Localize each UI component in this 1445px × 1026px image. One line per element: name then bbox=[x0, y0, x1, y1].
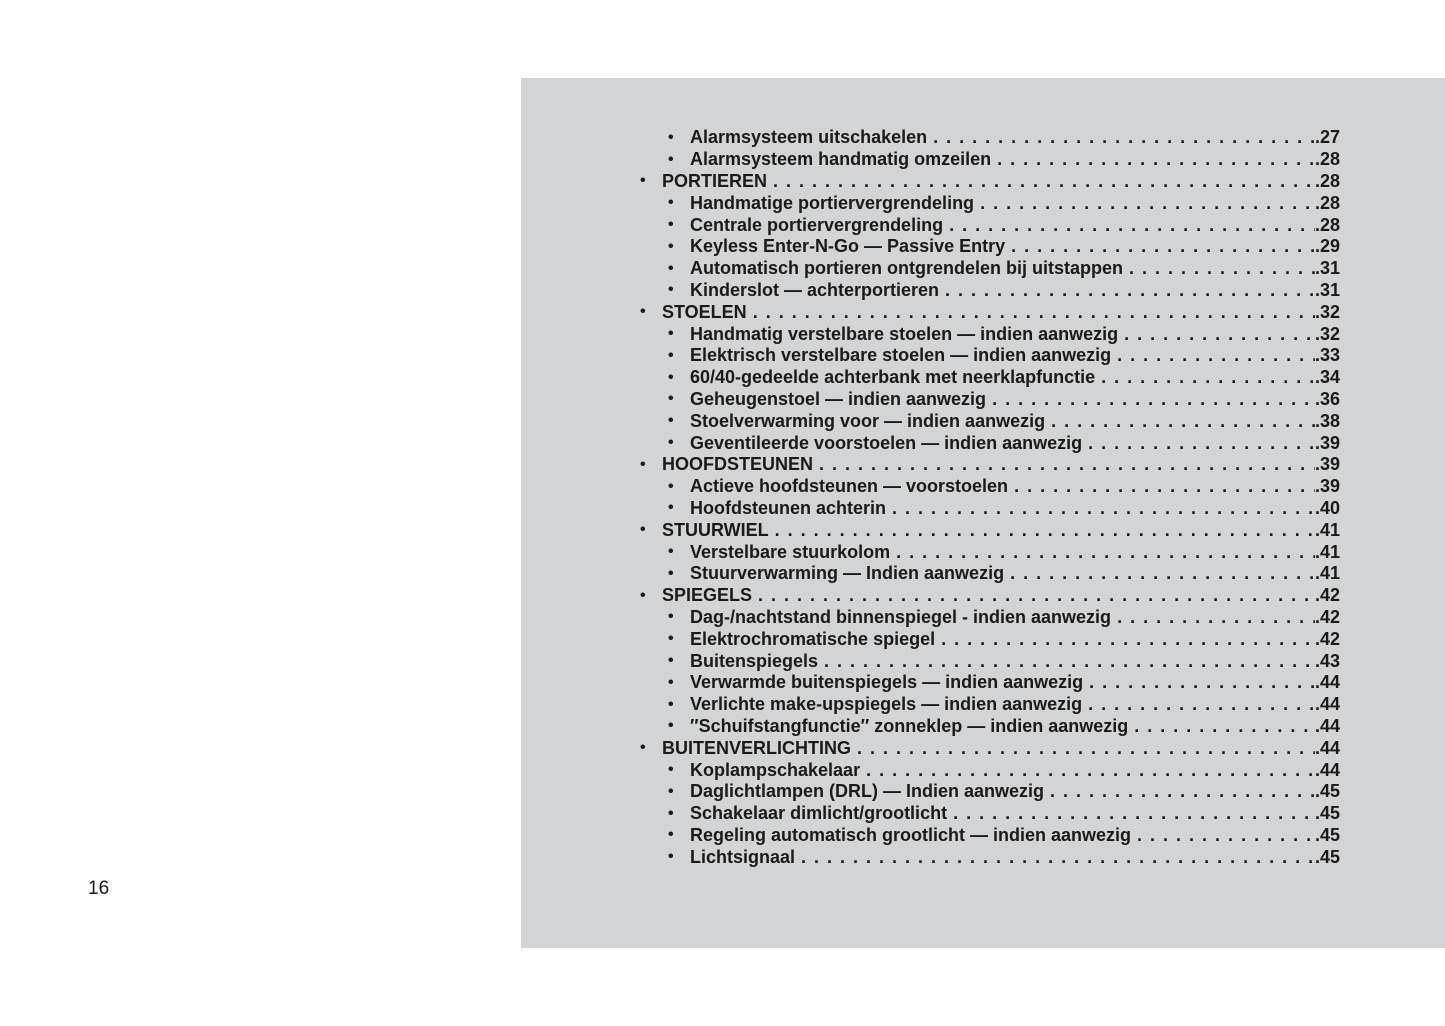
bullet-icon: • bbox=[668, 652, 674, 670]
dot-leader bbox=[1051, 411, 1315, 432]
toc-subsection-entry[interactable] bbox=[640, 716, 1340, 738]
toc-section-entry[interactable] bbox=[640, 585, 1340, 607]
toc-entry-label: HOOFDSTEUNEN bbox=[662, 454, 814, 475]
toc-entry-label: STUURWIEL bbox=[662, 519, 769, 540]
toc-entry-page-number: .45 bbox=[1314, 846, 1340, 867]
dot-leader bbox=[753, 302, 1315, 323]
dot-leader bbox=[1088, 694, 1315, 715]
bullet-icon: • bbox=[668, 630, 674, 648]
toc-entry-label: Dag-/nachtstand binnenspiegel - indien aanwezig bbox=[690, 606, 1112, 627]
toc-subsection-entry[interactable] bbox=[640, 650, 1340, 672]
toc-section-entry[interactable] bbox=[640, 519, 1340, 541]
toc-subsection-entry[interactable] bbox=[640, 389, 1340, 411]
dot-leader bbox=[866, 760, 1315, 781]
dot-leader bbox=[1134, 716, 1315, 737]
toc-entry-page-number: .32 bbox=[1314, 301, 1340, 322]
bullet-icon: • bbox=[668, 673, 674, 691]
toc-entry-page-number: .45 bbox=[1314, 824, 1340, 845]
toc-entry-label: Automatisch portieren ontgrendelen bij uitstappen bbox=[690, 258, 1124, 279]
toc-entry-page-number: .42 bbox=[1314, 606, 1340, 627]
dot-leader bbox=[775, 520, 1315, 541]
bullet-icon: • bbox=[668, 782, 674, 800]
toc-entry-label: SPIEGELS bbox=[662, 585, 753, 606]
dot-leader bbox=[1137, 825, 1315, 846]
bullet-icon: • bbox=[668, 499, 674, 517]
toc-entry-label: Daglichtlampen (DRL) — Indien aanwezig bbox=[690, 781, 1045, 802]
toc-entry-page-number: .28 bbox=[1314, 214, 1340, 235]
toc-entry-label: Geventileerde voorstoelen — indien aanwezig bbox=[690, 432, 1083, 453]
toc-entry-label: Verstelbare stuurkolom bbox=[690, 541, 891, 562]
toc-subsection-entry[interactable] bbox=[640, 498, 1340, 520]
dot-leader bbox=[1011, 236, 1315, 257]
bullet-icon: • bbox=[640, 521, 646, 539]
toc-subsection-entry[interactable] bbox=[640, 846, 1340, 868]
bullet-icon: • bbox=[668, 259, 674, 277]
toc-entry-page-number: .29 bbox=[1314, 236, 1340, 257]
toc-subsection-entry[interactable] bbox=[640, 323, 1340, 345]
bullet-icon: • bbox=[668, 346, 674, 364]
bullet-icon: • bbox=[640, 455, 646, 473]
dot-leader bbox=[1124, 324, 1315, 345]
toc-subsection-entry[interactable] bbox=[640, 607, 1340, 629]
dot-leader bbox=[997, 149, 1315, 170]
toc-entry-label: Alarmsysteem handmatig omzeilen bbox=[690, 149, 992, 170]
toc-subsection-entry[interactable] bbox=[640, 825, 1340, 847]
bullet-icon: • bbox=[668, 150, 674, 168]
toc-entry-page-number: .34 bbox=[1314, 367, 1340, 388]
dot-leader bbox=[933, 127, 1315, 148]
toc-subsection-entry[interactable] bbox=[640, 628, 1340, 650]
bullet-icon: • bbox=[640, 172, 646, 190]
bullet-icon: • bbox=[640, 303, 646, 321]
toc-entry-page-number: .41 bbox=[1314, 563, 1340, 584]
toc-entry-label: Handmatige portiervergrendeling bbox=[690, 192, 975, 213]
toc-entry-page-number: .45 bbox=[1314, 803, 1340, 824]
bullet-icon: • bbox=[668, 412, 674, 430]
dot-leader bbox=[896, 542, 1315, 563]
bullet-icon: • bbox=[668, 761, 674, 778]
toc-entry-page-number: .28 bbox=[1314, 170, 1340, 191]
toc-subsection-entry[interactable] bbox=[640, 803, 1340, 825]
toc-entry-page-number: .32 bbox=[1314, 323, 1340, 344]
table-of-contents-panel bbox=[521, 78, 1445, 948]
dot-leader bbox=[941, 629, 1315, 650]
bullet-icon: • bbox=[668, 237, 674, 255]
toc-entry-page-number: .43 bbox=[1314, 650, 1340, 671]
toc-subsection-entry[interactable] bbox=[640, 127, 1340, 149]
toc-entry-label: Stuurverwarming — Indien aanwezig bbox=[690, 563, 1005, 584]
page-number: 16 bbox=[88, 878, 110, 899]
bullet-icon: • bbox=[668, 216, 674, 234]
toc-entry-page-number: .44 bbox=[1314, 694, 1340, 715]
bullet-icon: • bbox=[668, 434, 674, 452]
toc-entry-page-number: .31 bbox=[1314, 258, 1340, 279]
dot-leader bbox=[1117, 345, 1315, 366]
toc-entry-label: ″Schuifstangfunctie″ zonneklep — indien aanwezig bbox=[690, 715, 1129, 736]
toc-subsection-entry[interactable] bbox=[640, 345, 1340, 367]
dot-leader bbox=[949, 215, 1315, 236]
toc-entry-page-number: .41 bbox=[1314, 541, 1340, 562]
toc-subsection-entry[interactable] bbox=[640, 280, 1340, 302]
dot-leader bbox=[953, 803, 1315, 824]
toc-subsection-entry[interactable] bbox=[640, 476, 1340, 498]
dot-leader bbox=[819, 454, 1315, 475]
dot-leader bbox=[1050, 781, 1315, 802]
toc-section-entry[interactable] bbox=[640, 171, 1340, 193]
toc-subsection-entry[interactable] bbox=[640, 214, 1340, 236]
bullet-icon: • bbox=[668, 543, 674, 561]
dot-leader bbox=[857, 738, 1315, 759]
toc-entry-page-number: .36 bbox=[1314, 388, 1340, 409]
toc-subsection-entry[interactable] bbox=[640, 192, 1340, 214]
bullet-icon: • bbox=[668, 128, 674, 146]
toc-entry-page-number: .39 bbox=[1314, 454, 1340, 475]
dot-leader bbox=[1089, 672, 1315, 693]
toc-section-entry[interactable] bbox=[640, 301, 1340, 323]
toc-entry-label: 60/40-gedeelde achterbank met neerklapfunctie bbox=[690, 367, 1096, 388]
toc-entry-label: Elektrisch verstelbare stoelen — indien aanwezig bbox=[690, 345, 1112, 366]
dot-leader bbox=[1010, 563, 1315, 584]
dot-leader bbox=[824, 651, 1315, 672]
toc-entry-label: Verlichte make-upspiegels — indien aanwezig bbox=[690, 694, 1083, 715]
bullet-icon: • bbox=[668, 281, 674, 299]
toc-entry-page-number: .28 bbox=[1314, 149, 1340, 170]
bullet-icon: • bbox=[668, 325, 674, 343]
toc-entry-label: Actieve hoofdsteunen — voorstoelen bbox=[690, 476, 1009, 497]
toc-subsection-entry[interactable] bbox=[640, 410, 1340, 432]
dot-leader bbox=[945, 280, 1315, 301]
bullet-icon: • bbox=[668, 826, 674, 844]
dot-leader bbox=[1014, 476, 1315, 497]
toc-entry-label: Verwarmde buitenspiegels — indien aanwezig bbox=[690, 672, 1084, 693]
table-of-contents-list bbox=[640, 127, 1340, 868]
dot-leader bbox=[1117, 607, 1315, 628]
toc-entry-label: Elektrochromatische spiegel bbox=[690, 628, 936, 649]
toc-entry-label: STOELEN bbox=[662, 301, 747, 322]
toc-entry-page-number: .44 bbox=[1314, 759, 1340, 780]
toc-subsection-entry[interactable] bbox=[640, 258, 1340, 280]
bullet-icon: • bbox=[668, 848, 674, 866]
dot-leader bbox=[1088, 433, 1315, 454]
toc-entry-page-number: .40 bbox=[1314, 497, 1340, 518]
bullet-icon: • bbox=[668, 608, 674, 626]
toc-entry-page-number: .45 bbox=[1314, 781, 1340, 802]
toc-entry-label: Alarmsysteem uitschakelen bbox=[690, 127, 928, 148]
dot-leader bbox=[992, 389, 1315, 410]
toc-entry-label: Hoofdsteunen achterin bbox=[690, 497, 887, 518]
bullet-icon: • bbox=[668, 390, 674, 408]
toc-entry-label: Lichtsignaal bbox=[690, 846, 796, 867]
bullet-icon: • bbox=[668, 564, 674, 582]
toc-entry-page-number: .28 bbox=[1314, 192, 1340, 213]
toc-section-entry[interactable] bbox=[640, 737, 1340, 759]
dot-leader bbox=[801, 847, 1315, 868]
toc-subsection-entry[interactable] bbox=[640, 541, 1340, 563]
toc-entry-page-number: .44 bbox=[1314, 715, 1340, 736]
toc-subsection-entry[interactable] bbox=[640, 236, 1340, 258]
dot-leader bbox=[892, 498, 1315, 519]
toc-entry-label: PORTIEREN bbox=[662, 170, 768, 191]
toc-entry-page-number: .33 bbox=[1314, 345, 1340, 366]
toc-entry-page-number: .27 bbox=[1314, 127, 1340, 148]
bullet-icon: • bbox=[668, 695, 674, 713]
bullet-icon: • bbox=[640, 739, 646, 757]
toc-entry-label: Kinderslot — achterportieren bbox=[690, 279, 940, 300]
toc-entry-page-number: .38 bbox=[1314, 410, 1340, 431]
toc-entry-label: Centrale portiervergrendeling bbox=[690, 214, 944, 235]
bullet-icon: • bbox=[640, 586, 646, 604]
toc-subsection-entry[interactable] bbox=[640, 149, 1340, 171]
dot-leader bbox=[1129, 258, 1315, 279]
toc-subsection-entry[interactable] bbox=[640, 672, 1340, 694]
bullet-icon: • bbox=[668, 804, 674, 822]
toc-subsection-entry[interactable] bbox=[640, 563, 1340, 585]
dot-leader bbox=[1101, 367, 1315, 388]
toc-entry-page-number: .39 bbox=[1314, 476, 1340, 497]
toc-entry-label: Geheugenstoel — indien aanwezig bbox=[690, 388, 987, 409]
toc-entry-page-number: .42 bbox=[1314, 585, 1340, 606]
toc-entry-page-number: .41 bbox=[1314, 519, 1340, 540]
bullet-icon: • bbox=[668, 717, 674, 735]
toc-entry-label: Handmatig verstelbare stoelen — indien aanwezig bbox=[690, 323, 1119, 344]
bullet-icon: • bbox=[668, 368, 674, 386]
toc-entry-page-number: .42 bbox=[1314, 628, 1340, 649]
toc-entry-label: BUITENVERLICHTING bbox=[662, 737, 851, 758]
toc-entry-label: Keyless Enter-N-Go — Passive Entry bbox=[690, 236, 1006, 257]
toc-subsection-entry[interactable] bbox=[640, 781, 1340, 803]
toc-entry-label: Buitenspiegels bbox=[690, 650, 819, 671]
bullet-icon: • bbox=[668, 477, 674, 495]
toc-entry-label: Stoelverwarming voor — indien aanwezig bbox=[690, 410, 1046, 431]
toc-subsection-entry[interactable] bbox=[640, 759, 1340, 781]
toc-entry-label: Regeling automatisch grootlicht — indien aanwezig bbox=[690, 824, 1132, 845]
toc-subsection-entry[interactable] bbox=[640, 432, 1340, 454]
toc-entry-label: Koplampschakelaar bbox=[690, 759, 861, 780]
toc-entry-page-number: .44 bbox=[1314, 672, 1340, 693]
dot-leader bbox=[773, 171, 1315, 192]
toc-subsection-entry[interactable] bbox=[640, 367, 1340, 389]
toc-entry-page-number: .44 bbox=[1314, 737, 1340, 758]
toc-entry-page-number: .31 bbox=[1314, 279, 1340, 300]
toc-section-entry[interactable] bbox=[640, 454, 1340, 476]
toc-entry-label: Schakelaar dimlicht/grootlicht bbox=[690, 803, 948, 824]
dot-leader bbox=[758, 585, 1315, 606]
bullet-icon: • bbox=[668, 194, 674, 212]
dot-leader bbox=[980, 193, 1315, 214]
toc-entry-page-number: .39 bbox=[1314, 432, 1340, 453]
toc-subsection-entry[interactable] bbox=[640, 694, 1340, 716]
